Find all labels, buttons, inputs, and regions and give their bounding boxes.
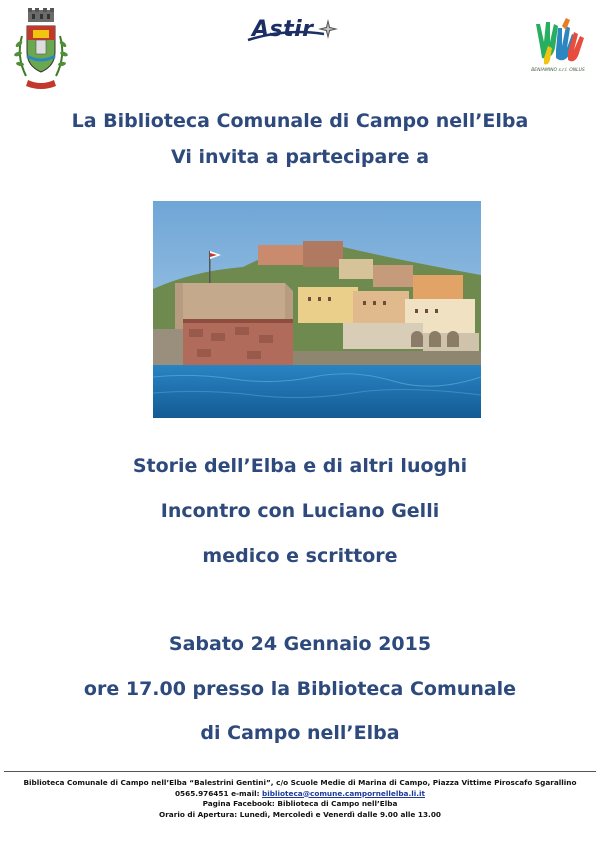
elba-tower-photo bbox=[153, 201, 481, 418]
municipal-crest-icon bbox=[10, 6, 72, 92]
footer bbox=[0, 778, 600, 820]
astir-logo-icon bbox=[252, 12, 338, 46]
footer-email-link[interactable]: biblioteca@comune.campornellelba.li.it bbox=[262, 788, 426, 798]
footer-divider bbox=[4, 771, 596, 772]
footer-address: Biblioteca Comunale di Campo nell’Elba “Balestrini Gentini”, c/o Scuole Medie di Marina di Campo, Piazza Vittime Piroscafo Sgarallino bbox=[23, 778, 577, 787]
footer-hours: Orario di Apertura: Lunedì, Mercoledì e Venerdì dalle 9.00 alle 13.00 bbox=[159, 809, 441, 819]
event-date: Sabato 24 Gennaio 2015 bbox=[168, 633, 432, 655]
swoosh-icon bbox=[246, 26, 328, 46]
footer-facebook: Pagina Facebook: Biblioteca di Campo nell’Elba bbox=[202, 799, 398, 808]
headline-library: La Biblioteca Comunale di Campo nell’Elba bbox=[71, 110, 529, 132]
footer-phone: 0565.976451 e-mail: bbox=[174, 788, 263, 798]
headline-invite: Vi invita a partecipare a bbox=[170, 146, 430, 168]
event-title: Storie dell’Elba e di altri luoghi bbox=[132, 455, 468, 477]
footer-contact bbox=[0, 789, 600, 800]
event-time-place: ore 17.00 presso la Biblioteca Comunale bbox=[83, 678, 517, 700]
event-role: medico e scrittore bbox=[202, 545, 398, 567]
hands-logo-caption: BENIAMINO s.r.l. ONLUS bbox=[531, 68, 585, 73]
event-meeting: Incontro con Luciano Gelli bbox=[160, 500, 440, 522]
astir-logo-text: Astir bbox=[252, 16, 314, 42]
event-town: di Campo nell’Elba bbox=[200, 722, 400, 744]
